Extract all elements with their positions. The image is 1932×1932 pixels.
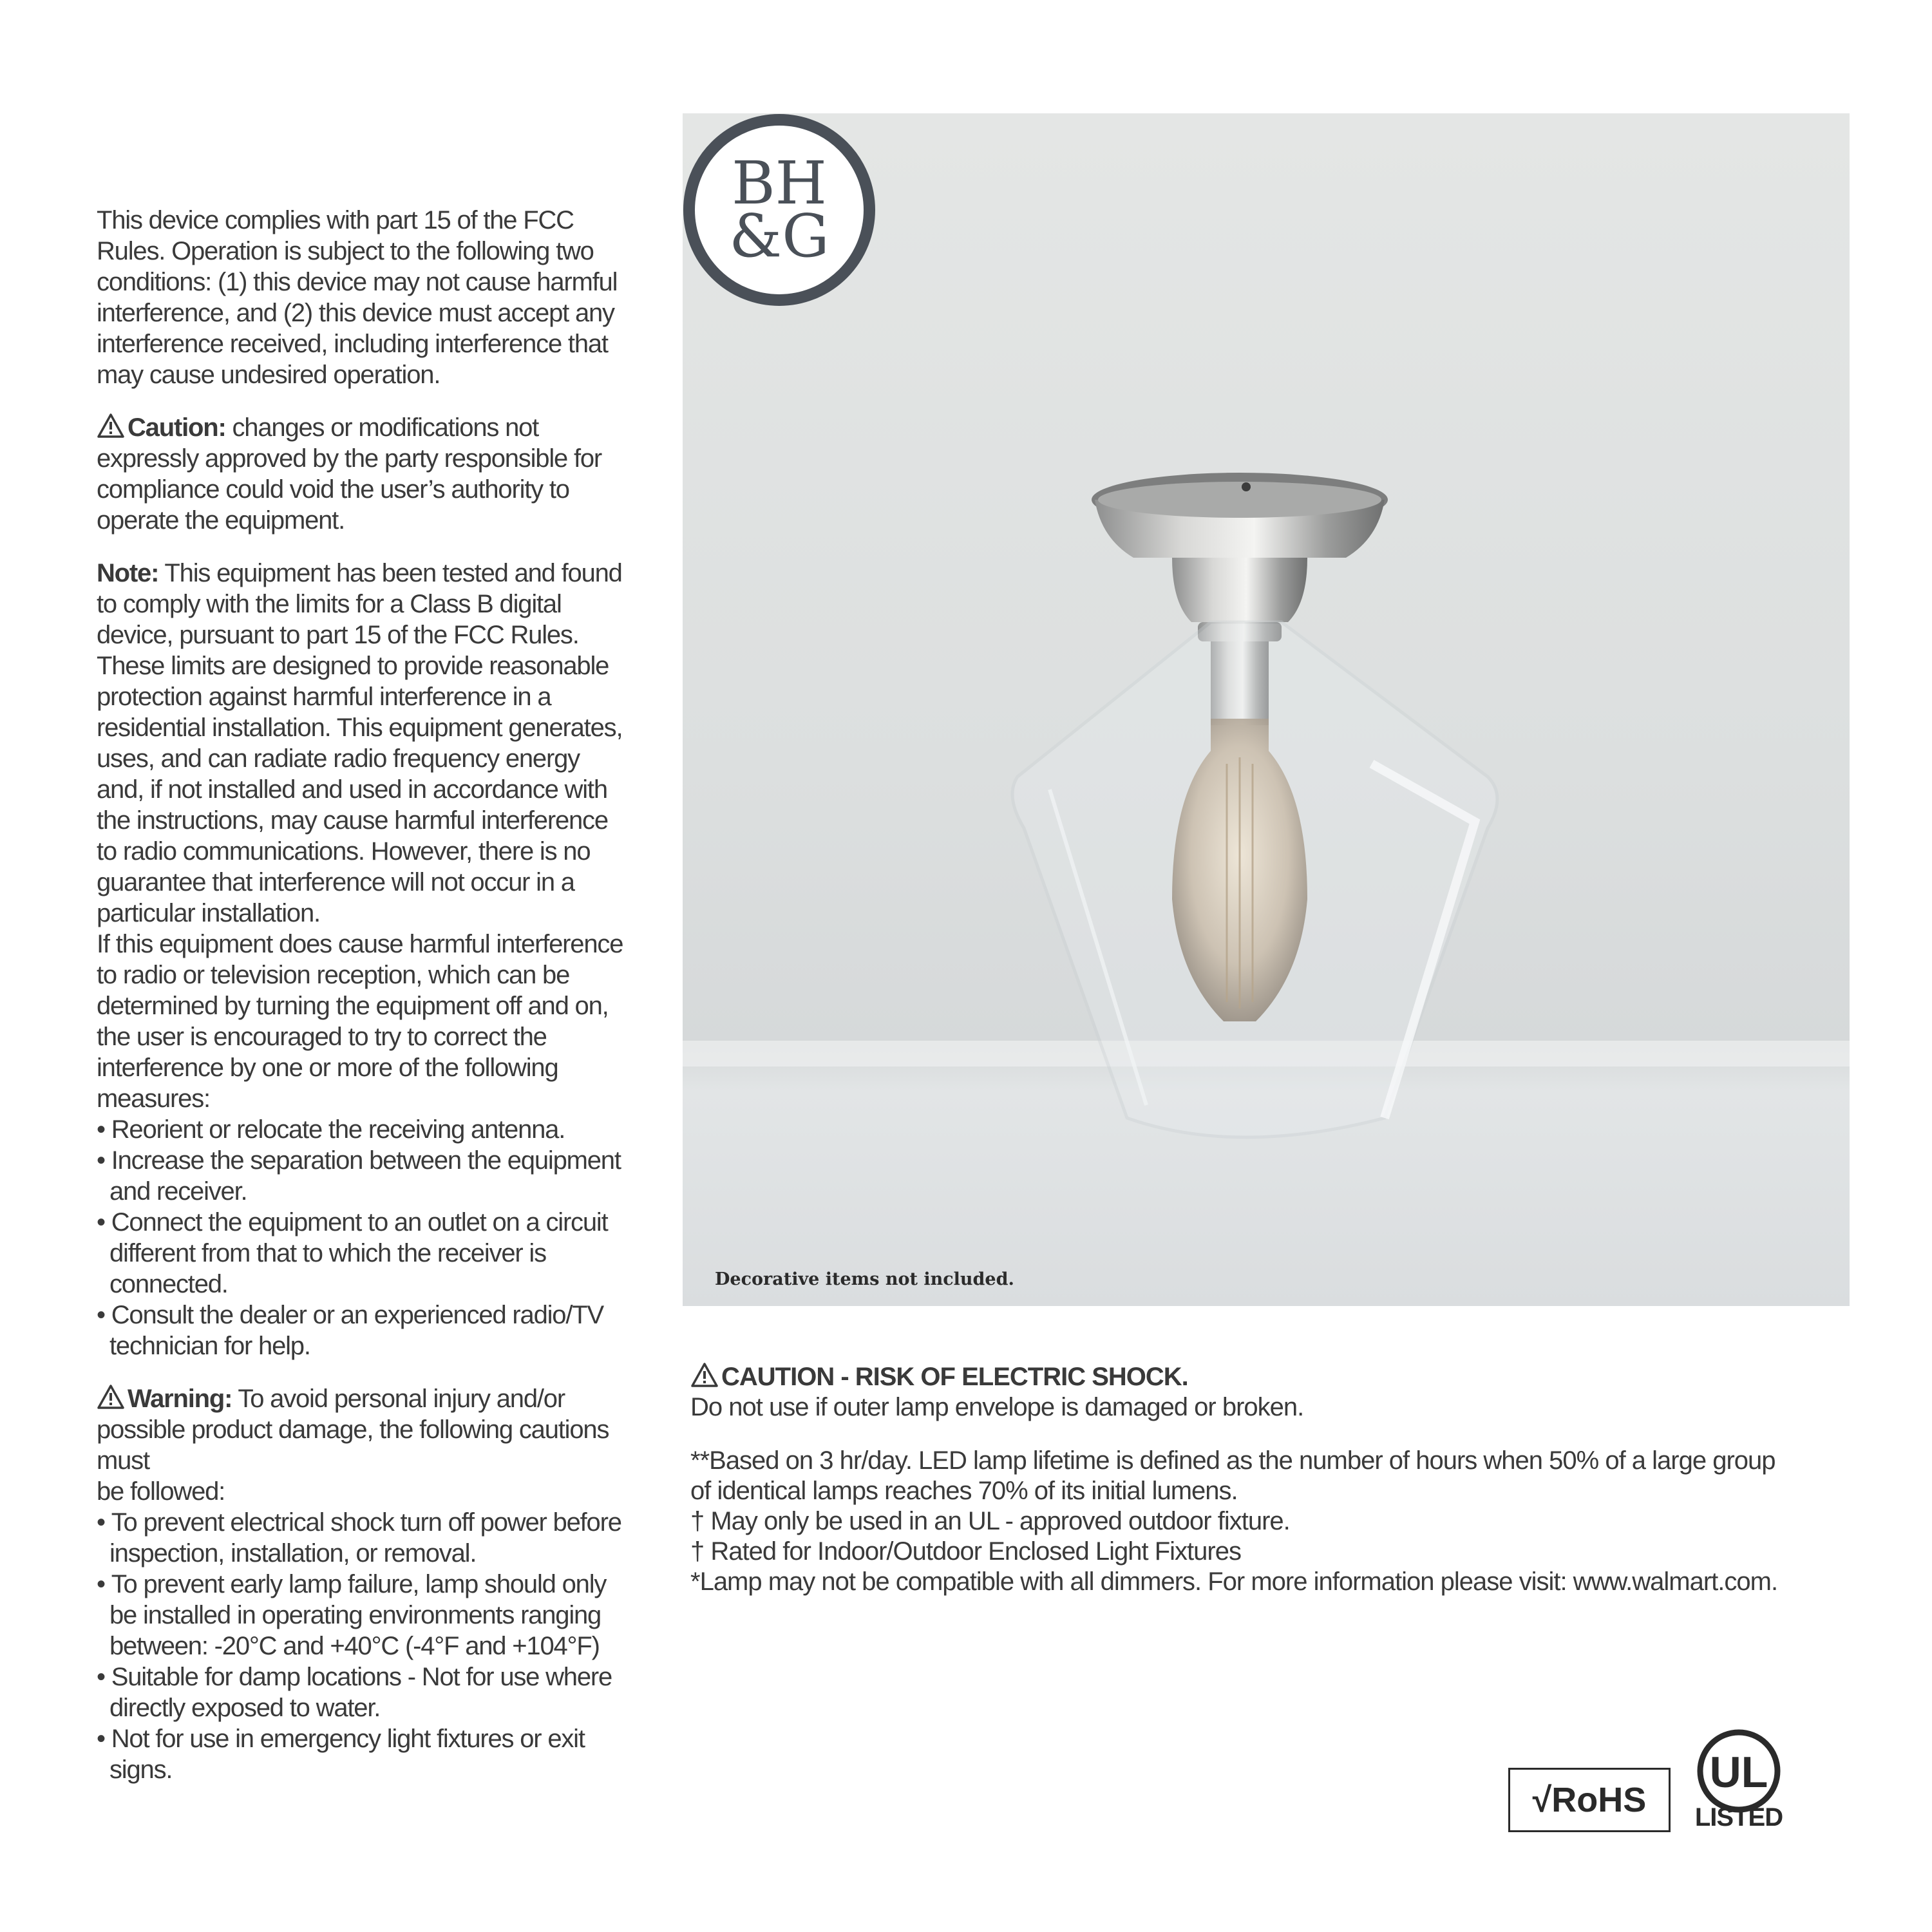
rohs-badge: √RoHS: [1508, 1768, 1671, 1832]
warning-paragraph: [97, 1383, 625, 1476]
fcc-notice-column: [97, 205, 625, 1807]
list-item: • Consult the dealer or an experienced radio/TV technician for help.: [97, 1300, 625, 1361]
footnote: *Lamp may not be compatible with all dimmers. For more information please visit: www.walmart.com.: [690, 1567, 1778, 1596]
footnote: † May only be used in an UL - approved outdoor fixture.: [690, 1507, 1290, 1535]
warning-list: [97, 1507, 625, 1785]
shock-caution-block: [690, 1362, 1798, 1597]
ul-listed-label: LISTED: [1694, 1803, 1783, 1832]
list-item: • To prevent early lamp failure, lamp should only be installed in operating environments ranging between: -20°C and +40°C (-4°F and +104°F): [97, 1569, 625, 1662]
product-photo: [683, 113, 1850, 1306]
list-item: • Suitable for damp locations - Not for use where directly exposed to water.: [97, 1662, 625, 1723]
list-item: • Not for use in emergency light fixtures or exit signs.: [97, 1723, 625, 1785]
fcc-compliance-paragraph: This device complies with part 15 of the FCC Rules. Operation is subject to the following two conditions: (1) this device may not cause harmful interference, and (2) this device must accept any interference received, including interference that may cause undesired operation.: [97, 206, 618, 389]
list-item: • To prevent electrical shock turn off power before inspection, installation, or removal.: [97, 1507, 625, 1569]
bhg-logo: [683, 113, 876, 307]
shock-heading-text: CAUTION - RISK OF ELECTRIC SHOCK.: [721, 1363, 1188, 1391]
footnote: † Rated for Indoor/Outdoor Enclosed Light Fixtures: [690, 1537, 1241, 1566]
note-paragraph: [97, 558, 625, 929]
note-text: This equipment has been tested and found to comply with the limits for a Class B digital device, pursuant to part 15 of the FCC Rules. These limits are designed to provide reasonable protection against harmful interference in a residential installation. This equipment generates, uses, and can radiate radio frequency energy and, if not installed and used in accordance with the instructions, may cause harmful interference to radio communications. However, there is no guarantee that interference will not occur in a particular installation.: [97, 559, 623, 927]
caution-paragraph: [97, 412, 625, 536]
caution-text: changes or modifications not expressly approved by the party responsible for compliance could void the user’s authority to operate the equipment.: [97, 413, 602, 535]
warning-triangle-icon: [97, 413, 125, 439]
logo-text-bottom: &G: [729, 202, 829, 270]
footnote: **Based on 3 hr/day. LED lamp lifetime is defined as the number of hours when 50% of a large group of identical lamps reaches 70% of its initial lumens.: [690, 1446, 1776, 1505]
shock-heading: [690, 1362, 1798, 1392]
note-paragraph-2: If this equipment does cause harmful interference to radio or television reception, which can be determined by turning the equipment off and on, the user is encouraged to try to correct the interference by one or more of the following measures:: [97, 930, 623, 1113]
logo-text-top: BH: [732, 149, 827, 218]
warning-label: Warning:: [128, 1385, 232, 1413]
warning-text: To avoid personal injury and/or possible product damage, the following cautions must: [97, 1385, 609, 1475]
warning-text-2: be followed:: [97, 1477, 225, 1506]
list-item: • Connect the equipment to an outlet on a circuit different from that to which the receiver is connected.: [97, 1207, 625, 1300]
note-label: Note:: [97, 559, 159, 587]
measures-list: [97, 1114, 625, 1361]
caution-label: Caution:: [128, 413, 226, 442]
warning-triangle-icon: [690, 1362, 719, 1388]
ul-letters: UL: [1709, 1748, 1768, 1797]
warning-triangle-icon: [97, 1384, 125, 1410]
shock-text: Do not use if outer lamp envelope is damaged or broken.: [690, 1393, 1304, 1421]
list-item: • Reorient or relocate the receiving antenna.: [97, 1114, 625, 1145]
photo-caption: Decorative items not included.: [715, 1269, 1014, 1289]
list-item: • Increase the separation between the equipment and receiver.: [97, 1145, 625, 1207]
